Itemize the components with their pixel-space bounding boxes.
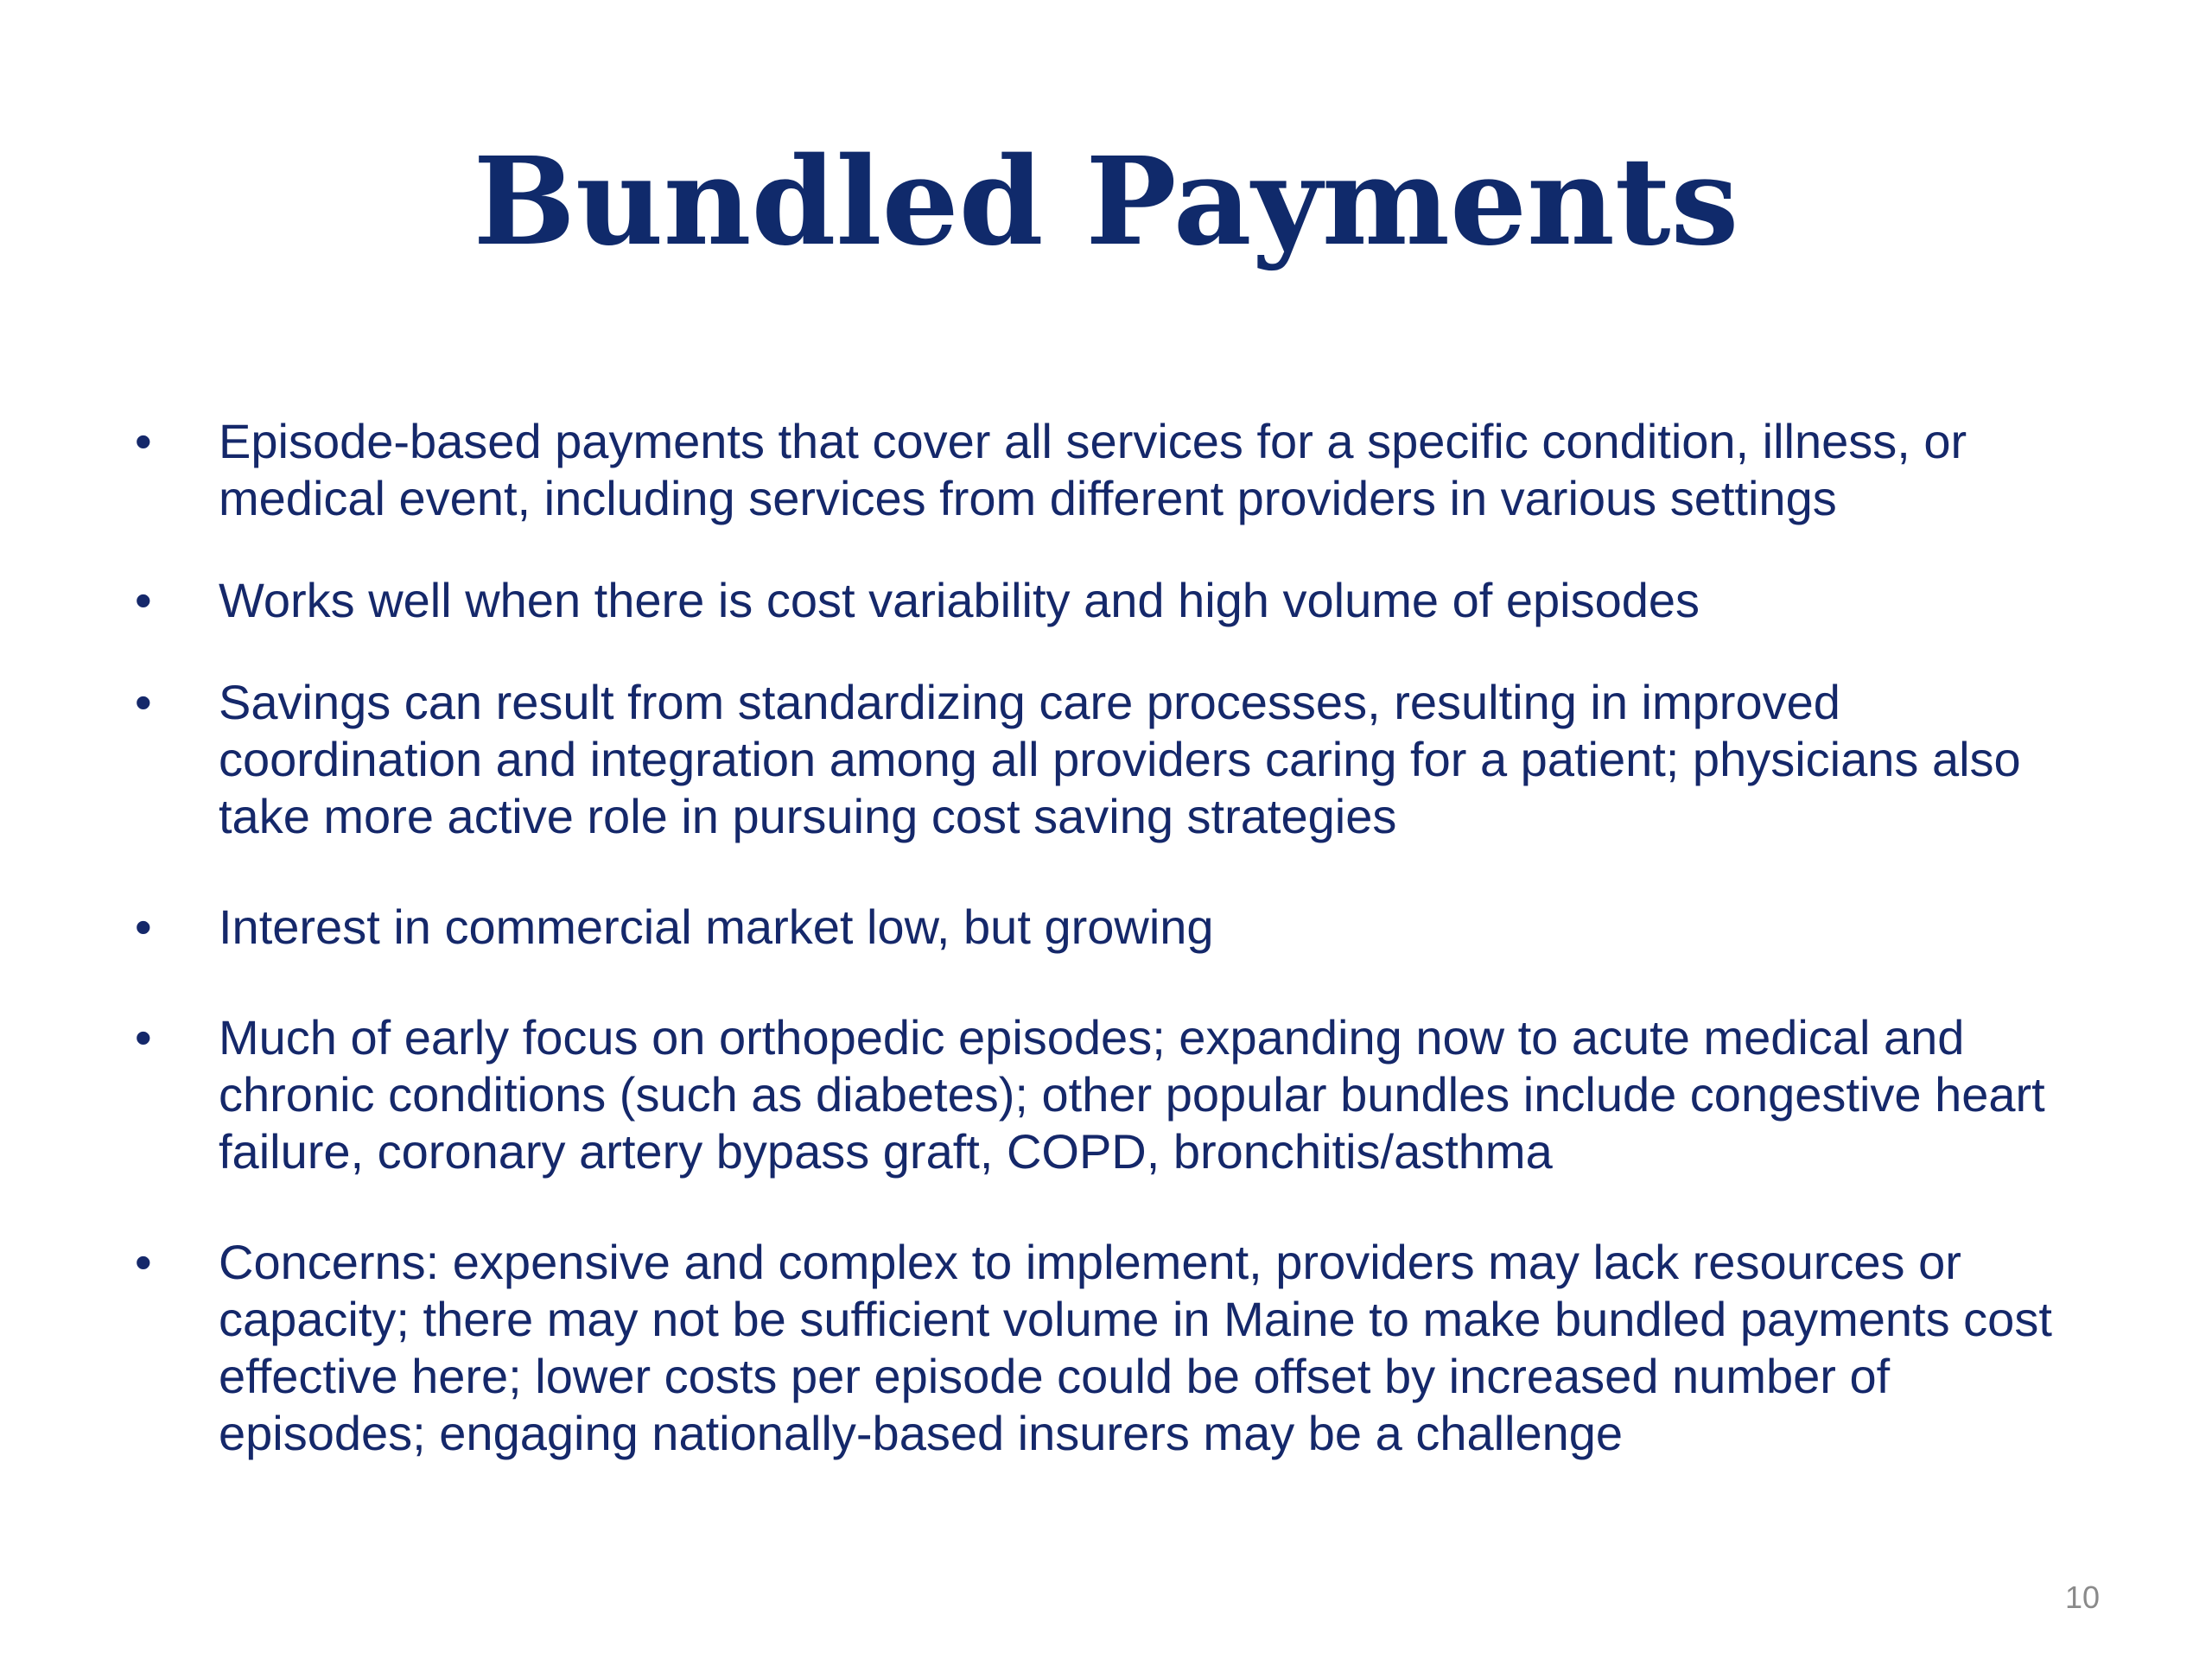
bullet-item	[121, 572, 2108, 629]
bullet-dot-icon: •	[135, 899, 152, 954]
page-number: 10	[2064, 1580, 2100, 1615]
bullet-item	[121, 1009, 2108, 1180]
bullet-text: Episode-based payments that cover all services for a specific condition, illness, or medical event, including services from different providers in various settings	[219, 414, 1967, 525]
bullet-text: Savings can result from standardizing care processes, resulting in improved coordination and integration among all providers caring for a patient; physicians also take more active role in pursuing cost saving strategies	[219, 675, 2021, 843]
bullet-dot-icon: •	[135, 1235, 152, 1289]
bullet-dot-icon: •	[135, 675, 152, 729]
bullet-text: Much of early focus on orthopedic episodes; expanding now to acute medical and chronic conditions (such as diabetes); other popular bundles include congestive heart failure, coronary artery bypass graft, COPD, bronchitis/asthma	[219, 1010, 2045, 1179]
slide-title: Bundled Payments	[473, 131, 1739, 273]
bullet-item	[121, 1234, 2108, 1462]
bullet-dot-icon: •	[135, 1010, 152, 1065]
bullet-text: Interest in commercial market low, but growing	[219, 899, 1214, 954]
bullet-item	[121, 674, 2108, 845]
bullet-item	[121, 899, 2108, 956]
bullet-dot-icon: •	[135, 573, 152, 627]
bullet-list	[121, 413, 2108, 1507]
bullet-text: Works well when there is cost variability and high volume of episodes	[219, 573, 1700, 627]
bullet-dot-icon: •	[135, 414, 152, 468]
bullet-text: Concerns: expensive and complex to implement, providers may lack resources or capacity; there may not be sufficient volume in Maine to make bundled payments cost effective here; lower costs per episode could be offset by increased number of episodes; engaging nationally-based insurers may be a challenge	[219, 1235, 2052, 1460]
bullet-item	[121, 413, 2108, 527]
